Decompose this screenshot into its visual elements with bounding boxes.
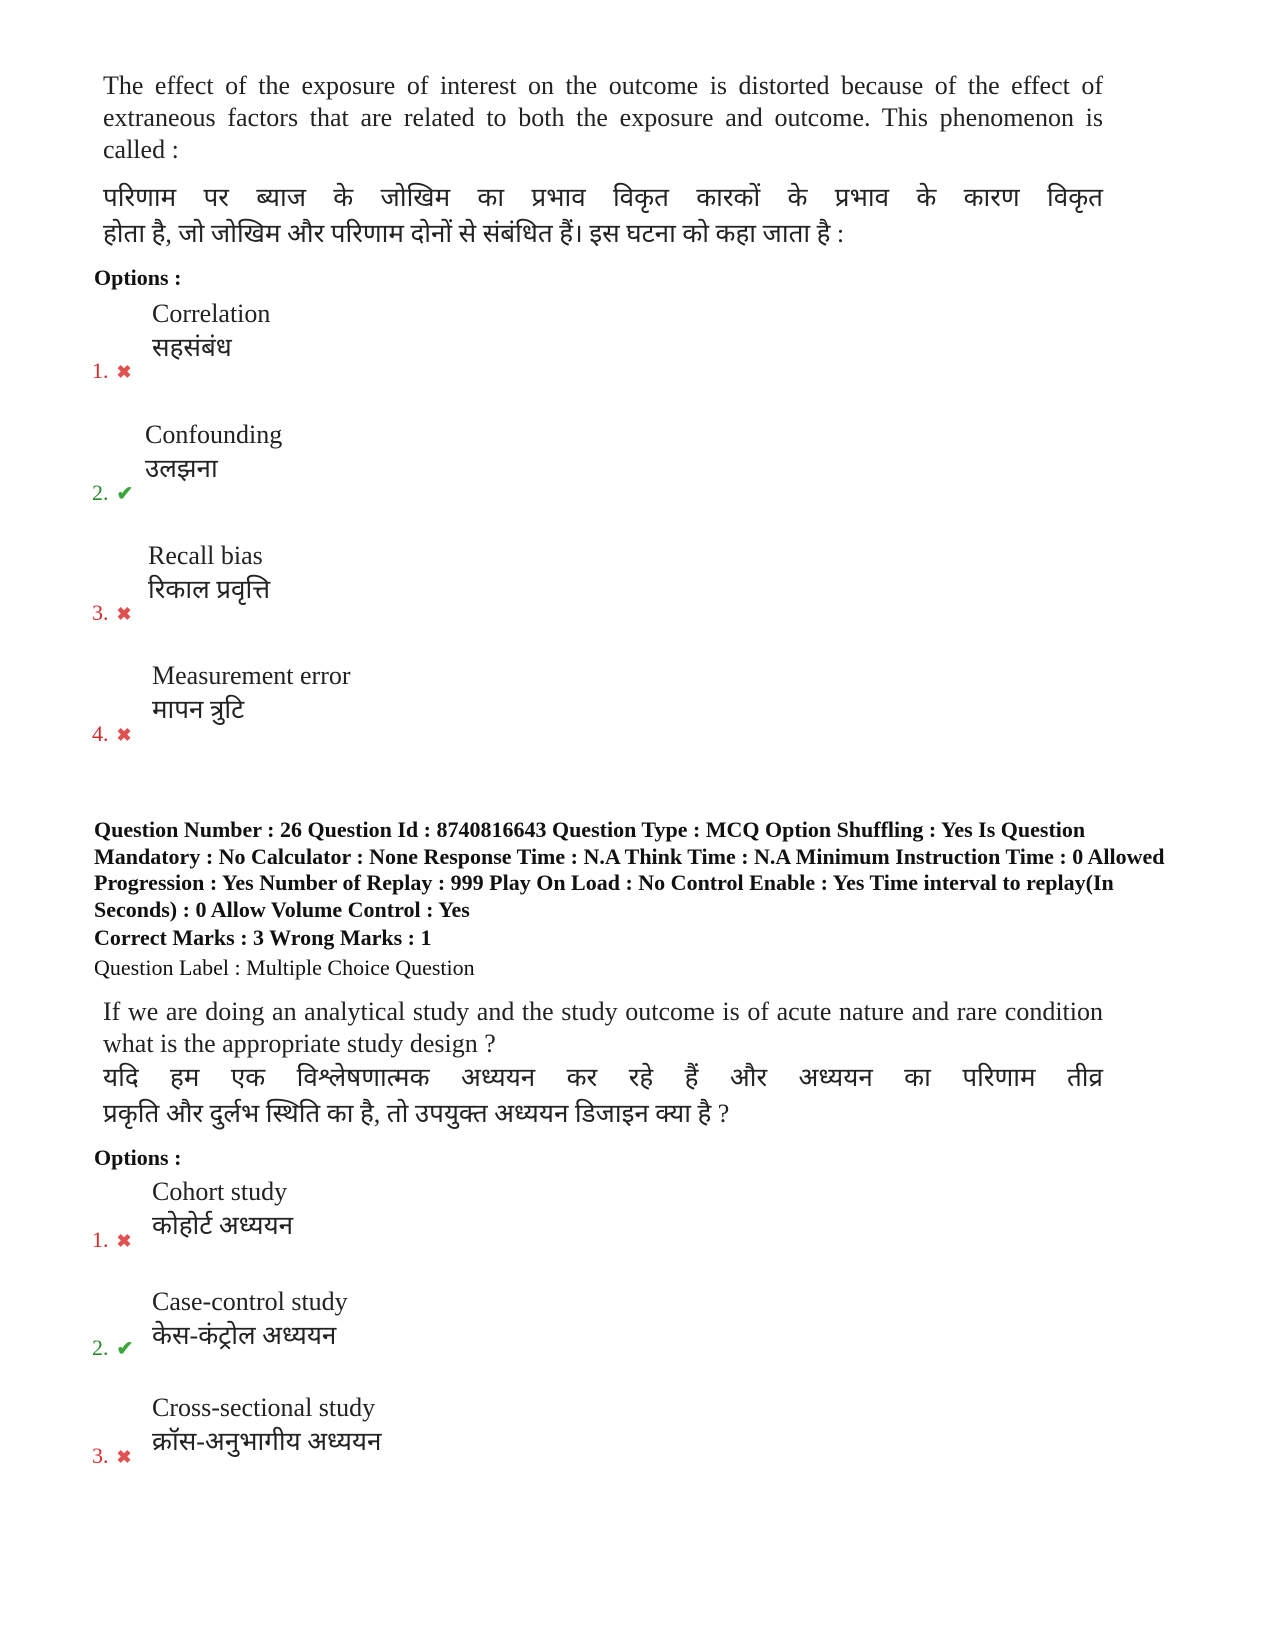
q25-option-1-num: 1.: [92, 358, 109, 383]
q25-text-hi-line2: होता है, जो जोखिम और परिणाम दोनों से संबंधित हैं। इस घटना को कहा जाता है :: [103, 219, 845, 248]
q26-option-2-text: [152, 1285, 348, 1353]
q26-option-1-en: Cohort study: [152, 1177, 288, 1206]
q25-option-2-en: Confounding: [145, 420, 283, 449]
q26-question-label: Question Label : Multiple Choice Question: [94, 955, 475, 980]
q26-option-3-num: 3.: [92, 1443, 109, 1468]
q25-option-1-text: [152, 297, 270, 365]
q26-option-3-en: Cross-sectional study: [152, 1393, 376, 1422]
q25-option-1-en: Correlation: [152, 299, 271, 328]
q25-option-3-text: [148, 539, 270, 607]
q26-option-1-hi: कोहोर्ट अध्ययन: [152, 1211, 294, 1240]
q25-option-3-num: 3.: [92, 600, 109, 625]
q26-option-2-en: Case-control study: [152, 1287, 348, 1316]
q26-option-2-num: 2.: [92, 1335, 109, 1360]
q26-option-3-number: [92, 1443, 132, 1469]
q25-option-3-hi: रिकाल प्रवृत्ति: [148, 575, 271, 604]
q25-option-1-hi: सहसंबंध: [152, 333, 232, 362]
q25-options-label: Options :: [94, 265, 182, 290]
q26-option-1-num: 1.: [92, 1227, 109, 1252]
q25-option-2-text: [145, 418, 282, 486]
q26-option-3-hi: क्रॉस-अनुभागीय अध्ययन: [152, 1427, 382, 1456]
q25-option-4-text: [152, 659, 351, 727]
cross-icon: ✖: [116, 604, 132, 624]
q25-text-hi-line1: परिणाम पर ब्याज के जोखिम का प्रभाव विकृत कारकों के प्रभाव के कारण विकृत: [103, 183, 1103, 212]
q25-option-2-num: 2.: [92, 480, 109, 505]
q25-option-1-number: [92, 358, 132, 384]
q26-question-text: [103, 996, 1103, 1130]
q26-metadata: Question Number : 26 Question Id : 8740816643 Question Type : MCQ Option Shuffling : Yes Is Question Mandatory : No Calculator : None Response Time : N.A Think Time : N.A Minimum Instruction Time : 0 Allowed Progression : Yes Number of Replay : 999 Play On Load : No Control Enable : Yes Time interval to replay(In Seconds) : 0 Allow Volume Control : Yes: [94, 817, 1165, 922]
q25-text-en: The effect of the exposure of interest on the outcome is distorted because of the effect of extraneous factors that are related to both the exposure and outcome. This phenomenon is called :: [103, 71, 1103, 164]
q25-option-4-en: Measurement error: [152, 661, 351, 690]
q26-option-2-number: [92, 1335, 133, 1361]
q25-option-4-num: 4.: [92, 721, 109, 746]
q25-question-text: [103, 70, 1103, 250]
cross-icon: ✖: [116, 725, 132, 745]
q25-option-3-en: Recall bias: [148, 541, 263, 570]
q25-option-2-number: [92, 480, 133, 506]
q25-option-4-hi: मापन त्रुटि: [152, 695, 245, 724]
checkmark-icon: ✔: [116, 1338, 134, 1360]
q26-options-label: Options :: [94, 1145, 182, 1170]
q26-option-2-hi: केस-कंट्रोल अध्ययन: [152, 1321, 337, 1350]
cross-icon: ✖: [116, 1447, 132, 1467]
q26-option-3-text: [152, 1391, 381, 1459]
q25-option-3-number: [92, 600, 132, 626]
q25-option-2-hi: उलझना: [145, 454, 218, 483]
q26-marks: Correct Marks : 3 Wrong Marks : 1: [94, 925, 432, 950]
checkmark-icon: ✔: [116, 483, 134, 505]
q26-text-hi-line2: प्रकृति और दुर्लभ स्थिति का है, तो उपयुक्त अध्ययन डिजाइन क्या है ?: [103, 1099, 730, 1128]
q25-option-4-number: [92, 721, 132, 747]
q26-option-1-text: [152, 1175, 293, 1243]
cross-icon: ✖: [116, 362, 132, 382]
q26-text-hi-line1: यदि हम एक विश्लेषणात्मक अध्ययन कर रहे हैं और अध्ययन का परिणाम तीव्र: [103, 1063, 1103, 1092]
q26-option-1-number: [92, 1227, 132, 1253]
cross-icon: ✖: [116, 1231, 132, 1251]
q26-text-en: If we are doing an analytical study and the study outcome is of acute nature and rare condition what is the appropriate study design ?: [103, 997, 1103, 1058]
